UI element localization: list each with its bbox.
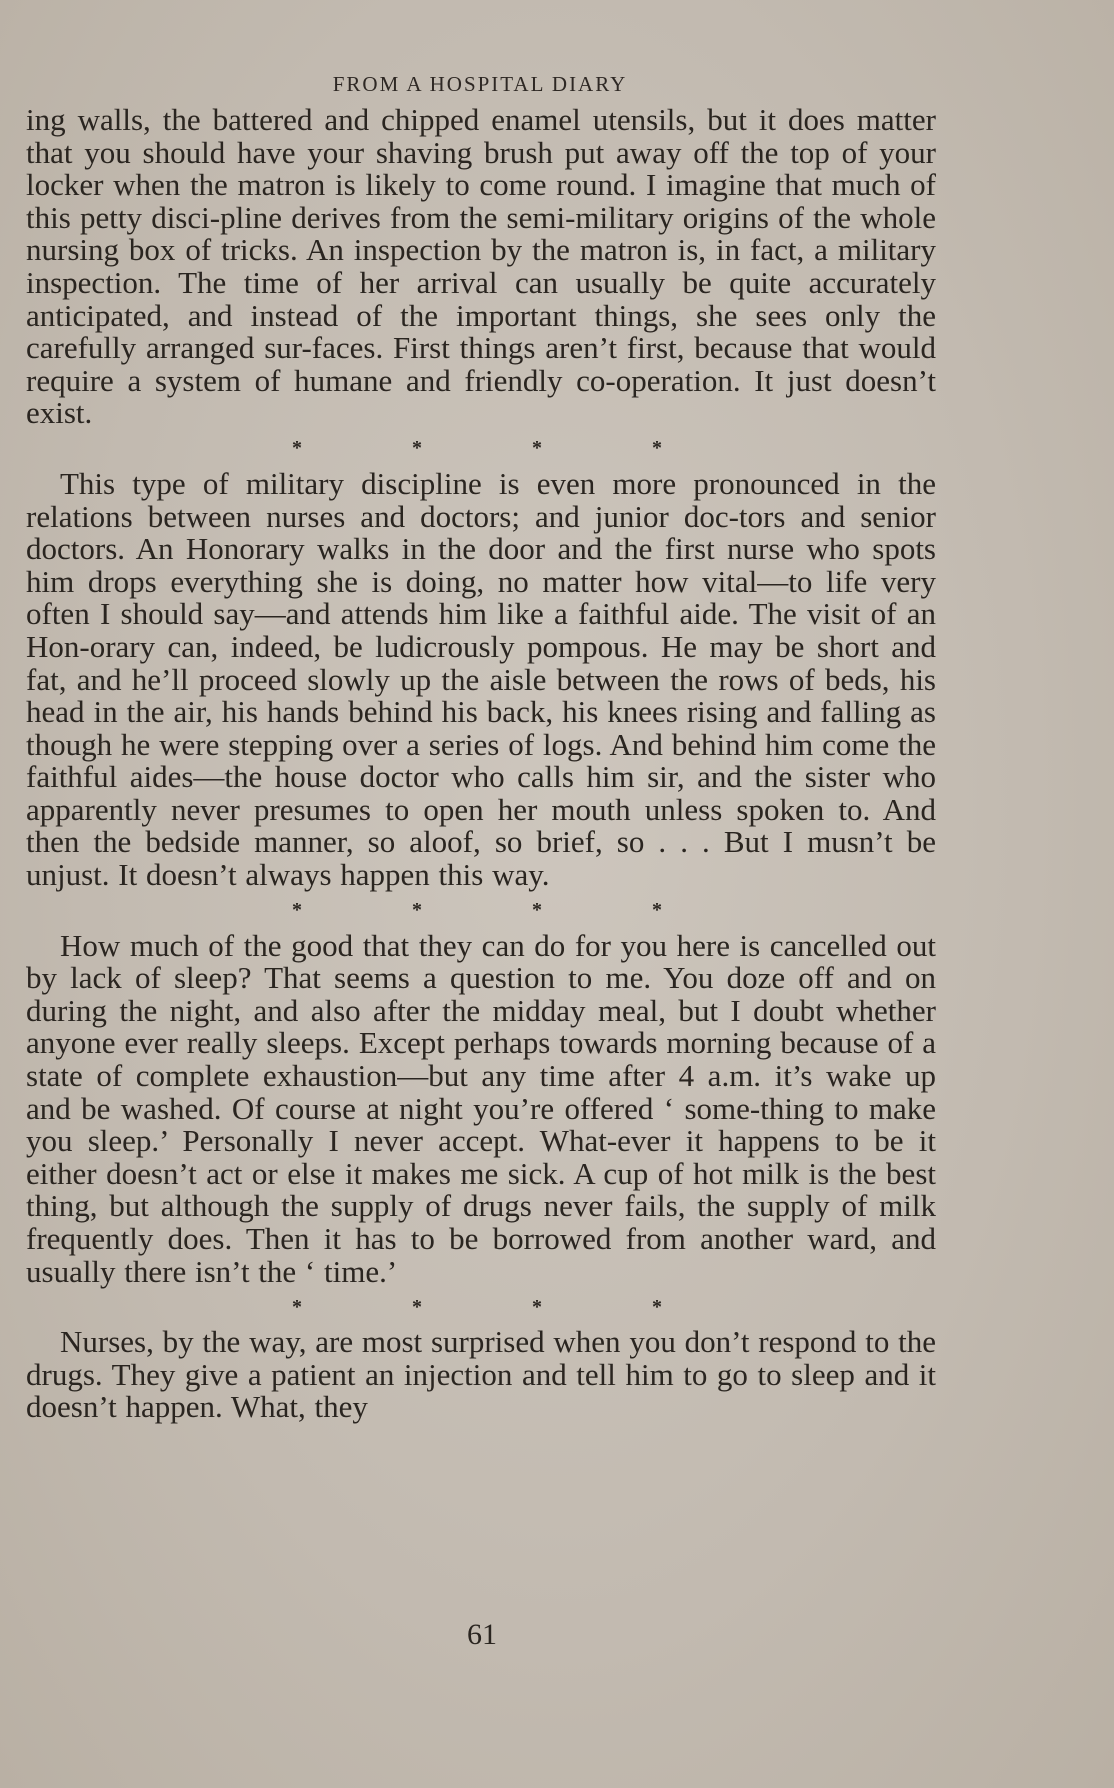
asterisk: * [292,1295,302,1318]
body-text [26,104,936,1424]
asterisk: * [652,1295,662,1318]
asterisk: * [412,899,422,922]
section-break-1 [26,430,936,468]
asterisk: * [292,437,302,460]
asterisk: * [532,1295,542,1318]
section-break-2 [26,892,936,930]
paragraph-4: Nurses, by the way, are most surprised when you don’t respond to the drugs. They give a patient an injection and tell him to go to sleep and it doesn’t happen. What, they [26,1324,936,1425]
asterisk: * [412,437,422,460]
asterisk: * [412,1295,422,1318]
paragraph-1: ing walls, the battered and chipped enamel utensils, but it does matter that you should have your shaving brush put away off the top of your locker when the matron is likely to come round. I imagine that much of this petty disci-pline derives from the semi-military origins of the whole nursing box of tricks. An inspection by the matron is, in fact, a military inspection. The time of her arrival can usually be quite accurately anticipated, and instead of the important things, she sees only the carefully arranged sur-faces. First things aren’t first, because that would require a system of humane and friendly co-operation. It just doesn’t exist. [26,102,936,431]
section-break-3 [26,1288,936,1326]
paragraph-2: This type of military discipline is even more pronounced in the relations between nurses and doctors; and junior doc-tors and senior doctors. An Honorary walks in the door and the first nurse who spots him drops everything she is doing, no matter how vital—to life very often I should say—and attends him like a faithful aide. The visit of an Hon-orary can, indeed, be ludicrously pompous. He may be short and fat, and he’ll proceed slowly up the aisle between the rows of beds, his head in the air, his hands behind his back, his knees rising and falling as though he were stepping over a series of logs. And behind him come the faithful aides—the house doctor who calls him sir, and the sister who apparently never presumes to open her mouth unless spoken to. And then the bedside manner, so aloof, so brief, so . . . But I musn’t be unjust. It doesn’t always happen this way. [26,465,936,893]
asterisk: * [292,899,302,922]
running-head: FROM A HOSPITAL DIARY [332,72,628,96]
asterisk: * [532,899,542,922]
asterisk: * [652,437,662,460]
page-number: 61 [467,1618,497,1651]
paragraph-3: How much of the good that they can do for you here is cancelled out by lack of sleep? That seems a question to me. You doze off and on during the night, and also after the midday meal, but I doubt whether anyone ever really sleeps. Except perhaps towards morning because of a state of complete exhaustion—but any time after 4 a.m. it’s wake up and be washed. Of course at night you’re offered ‘ some-thing to make you sleep.’ Personally I never accept. What-ever it happens to be it either doesn’t act or else it makes me sick. A cup of hot milk is the best thing, but although the supply of drugs never fails, the supply of milk frequently does. Then it has to be borrowed from another ward, and usually there isn’t the ‘ time.’ [26,927,936,1289]
asterisk: * [532,437,542,460]
asterisk: * [652,899,662,922]
